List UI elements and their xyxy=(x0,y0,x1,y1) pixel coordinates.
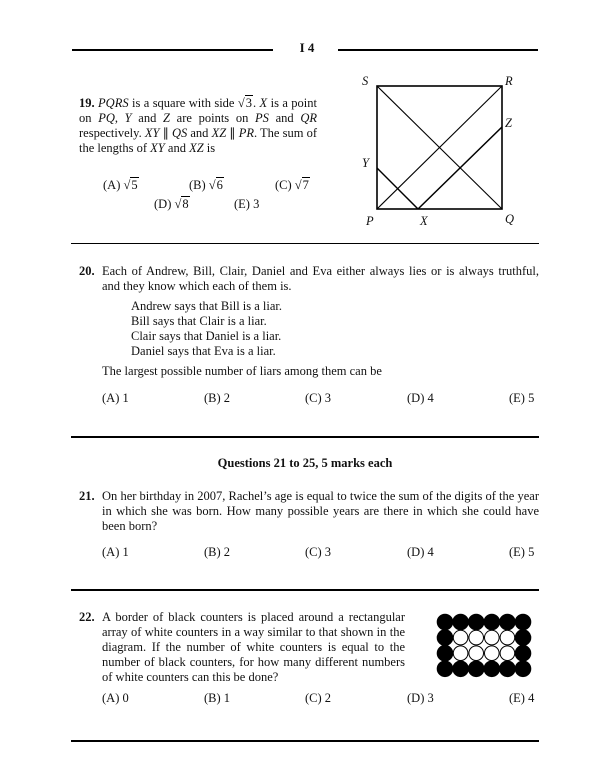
q19-option-a[interactable]: (A) √5 xyxy=(103,178,138,192)
white-counter xyxy=(469,646,484,661)
black-counter xyxy=(437,614,453,630)
q20-option-c[interactable]: (C) 3 xyxy=(305,391,332,405)
question-19 xyxy=(79,96,317,156)
q19-option-d[interactable]: (D) √8 xyxy=(154,197,189,211)
question-text: PQRS is a square with side √3. X is a point on PQ, Y and Z are points on PS and QR respectively. XY ∥ QS and XZ ∥ PR. The sum of the lengths of XY and XZ is xyxy=(79,96,317,155)
header-rule-left xyxy=(72,49,273,51)
section-heading: Questions 21 to 25, 5 marks each xyxy=(217,456,393,470)
black-counter xyxy=(437,645,453,661)
q21-option-e[interactable]: (E) 5 xyxy=(509,545,535,559)
black-counter xyxy=(468,614,484,630)
label-y: Y xyxy=(362,156,369,170)
question-number: 20. xyxy=(79,264,95,278)
question-text: A border of black counters is placed around a rectangular array of white counters in a way similar to that shown in the diagram. If the number of white counters is equal to the number of black counters, for how many different numbers of white counters can this be done? xyxy=(102,610,405,684)
white-counter xyxy=(485,630,500,645)
q21-option-b[interactable]: (B) 2 xyxy=(204,545,231,559)
label-s: S xyxy=(362,74,369,88)
divider xyxy=(71,436,539,438)
question-number: 22. xyxy=(79,610,95,624)
page-label: I 4 xyxy=(299,40,315,55)
statements-list xyxy=(131,299,282,359)
q19-option-e[interactable]: (E) 3 xyxy=(234,197,260,211)
black-counter xyxy=(437,630,453,646)
black-counter xyxy=(515,630,531,646)
statement: Daniel says that Eva is a liar. xyxy=(131,344,276,358)
counters-diagram xyxy=(436,613,534,681)
q22-option-e[interactable]: (E) 4 xyxy=(509,691,535,705)
question-20 xyxy=(79,264,539,294)
statement: Bill says that Clair is a liar. xyxy=(131,314,267,328)
question-number: 21. xyxy=(79,489,95,503)
divider xyxy=(71,740,539,742)
white-counter xyxy=(469,630,484,645)
white-counter xyxy=(453,646,468,661)
q20-option-e[interactable]: (E) 5 xyxy=(509,391,535,405)
black-counter xyxy=(500,614,516,630)
question-21 xyxy=(79,489,539,534)
statement: Andrew says that Bill is a liar. xyxy=(131,299,283,313)
divider xyxy=(71,243,539,244)
question-number: 19. xyxy=(79,96,95,110)
q20-option-a[interactable]: (A) 1 xyxy=(102,391,129,405)
q20-option-d[interactable]: (D) 4 xyxy=(407,391,434,405)
label-r: R xyxy=(505,74,513,88)
q21-option-c[interactable]: (C) 3 xyxy=(305,545,332,559)
square-diagram xyxy=(340,65,540,235)
white-counter xyxy=(453,630,468,645)
statement: Clair says that Daniel is a liar. xyxy=(131,329,282,343)
question-prompt: The largest possible number of liars among them can be xyxy=(102,364,382,378)
question-text: On her birthday in 2007, Rachel’s age is equal to twice the sum of the digits of the year in which she was born. How many possible years are there in which she could have been born? xyxy=(102,489,539,533)
label-z: Z xyxy=(505,116,512,130)
black-counter xyxy=(484,614,500,630)
q22-option-c[interactable]: (C) 2 xyxy=(305,691,332,705)
black-counter xyxy=(515,645,531,661)
black-counter xyxy=(453,614,469,630)
divider xyxy=(71,589,539,591)
black-counter xyxy=(453,661,469,677)
label-p: P xyxy=(366,214,374,228)
q22-option-b[interactable]: (B) 1 xyxy=(204,691,231,705)
q22-option-d[interactable]: (D) 3 xyxy=(407,691,434,705)
black-counter xyxy=(515,614,531,630)
header-rule-right xyxy=(338,49,538,51)
black-counter xyxy=(500,661,516,677)
black-counter xyxy=(468,661,484,677)
black-counter xyxy=(515,661,531,677)
q21-option-a[interactable]: (A) 1 xyxy=(102,545,129,559)
black-counter xyxy=(437,661,453,677)
q20-option-b[interactable]: (B) 2 xyxy=(204,391,231,405)
label-q: Q xyxy=(505,212,515,226)
white-counter xyxy=(485,646,500,661)
white-counter xyxy=(500,646,515,661)
black-counter xyxy=(484,661,500,677)
white-counter xyxy=(500,630,515,645)
label-x: X xyxy=(420,214,428,228)
q19-option-b[interactable]: (B) √6 xyxy=(189,178,223,192)
question-22 xyxy=(79,610,405,685)
q22-option-a[interactable]: (A) 0 xyxy=(102,691,129,705)
question-text: Each of Andrew, Bill, Clair, Daniel and Eva either always lies or is always truthful, and they know which each of them is. xyxy=(102,264,539,293)
q19-option-c[interactable]: (C) √7 xyxy=(275,178,309,192)
q21-option-d[interactable]: (D) 4 xyxy=(407,545,434,559)
